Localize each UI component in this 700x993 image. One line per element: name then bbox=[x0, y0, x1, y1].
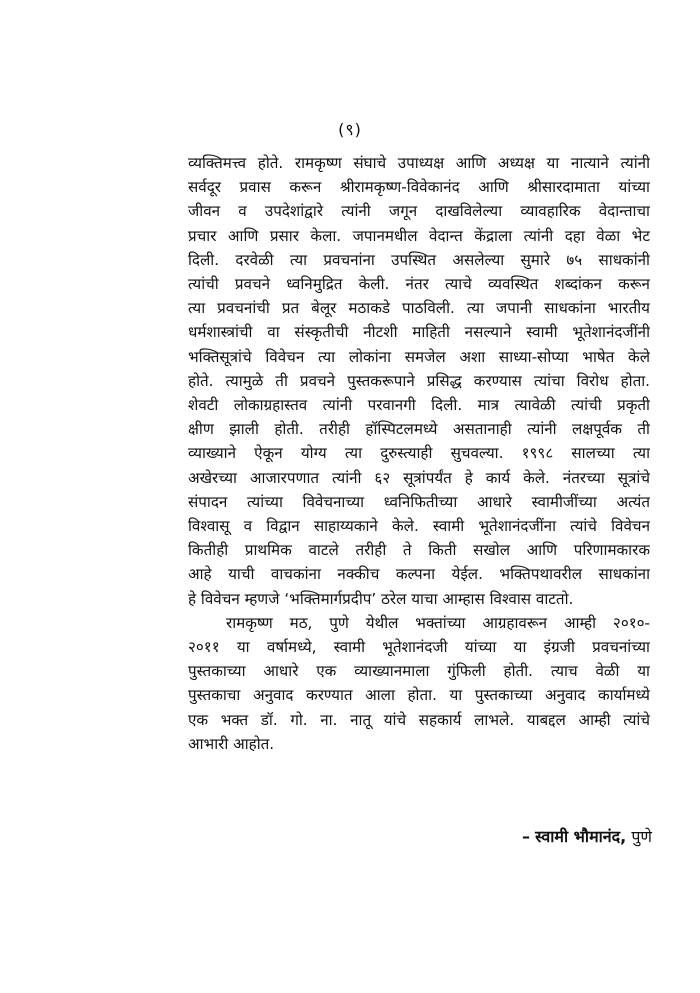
text-line: संपादन त्यांच्या विवेचनाच्या ध्वनिफितीच्या आधारे स्वामीजींच्या अत्यंत bbox=[188, 492, 650, 511]
text-line: दिली. दरवेळी त्या प्रवचनांना उपस्थित असलेल्या सुमारे ७५ साधकांनी bbox=[188, 250, 650, 269]
text-line: रामकृष्ण मठ, पुणे येथील भक्तांच्या आग्रहावरून आम्ही २०१०- bbox=[226, 613, 650, 632]
text-line: आभारी आहोत. bbox=[188, 734, 275, 753]
text-line: त्यांची प्रवचने ध्वनिमुद्रित केली. नंतर त्याचे व्यवस्थित शब्दांकन करून bbox=[188, 275, 650, 294]
text-line: एक भक्त डॉ. गो. ना. नातू यांचे सहकार्य लाभले. याबद्दल आम्ही त्यांचे bbox=[188, 710, 650, 729]
text-line: शेवटी लोकाग्रहास्तव त्यांनी परवानगी दिली. मात्र त्यावेळी त्यांची प्रकृती bbox=[188, 396, 650, 415]
text-line: जीवन व उपदेशांद्वारे त्यांनी जगून दाखविलेल्या व्यावहारिक वेदान्ताचा bbox=[188, 202, 650, 221]
text-line: व्यक्तिमत्त्व होते. रामकृष्ण संघाचे उपाध्यक्ष आणि अध्यक्ष या नात्याने त्यांनी bbox=[188, 154, 650, 172]
signature bbox=[522, 825, 652, 847]
text-line: होते. त्यामुळे ती प्रवचने पुस्तकरूपाने प्रसिद्ध करण्यास त्यांचा विरोध होता. bbox=[188, 371, 650, 390]
signature-dash: – bbox=[522, 827, 531, 846]
paragraph-1 bbox=[188, 151, 650, 611]
text-line: सर्वदूर प्रवास करून श्रीरामकृष्ण-विवेकानंद आणि श्रीसारदामाता यांच्या bbox=[188, 178, 650, 197]
text-line: भक्तिसूत्रांचे विवेचन त्या लोकांना समजेल अशा साध्या-सोप्या भाषेत केले bbox=[188, 347, 650, 366]
text-line: प्रचार आणि प्रसार केला. जपानमधील वेदान्त केंद्राला त्यांनी दहा वेळा भेट bbox=[188, 226, 650, 245]
text-line: व्याख्याने ऐकून योग्य त्या दुरुस्त्याही सुचवल्या. १९९८ सालच्या त्या bbox=[188, 444, 650, 463]
text-line: आहे याची वाचकांना नक्कीच कल्पना येईल. भक्तिपथावरील साधकांना bbox=[188, 565, 650, 584]
text-line: २०११ या वर्षामध्ये, स्वामी भूतेशानंदजी यांच्या या इंग्रजी प्रवचनांच्या bbox=[188, 638, 650, 657]
page-number: (९) bbox=[338, 120, 362, 139]
body-text bbox=[188, 151, 650, 756]
text-line: विश्वासू व विद्वान साहाय्यकाने केले. स्वामी भूतेशानंदजींना त्यांचे विवेचन bbox=[188, 517, 650, 536]
text-line: अखेरच्या आजारपणात त्यांनी ६२ सूत्रांपर्यंत हे कार्य केले. नंतरच्या सूत्रांचे bbox=[188, 468, 650, 487]
text-line: त्या प्रवचनांची प्रत बेलूर मठाकडे पाठविली. त्या जपानी साधकांना भारतीय bbox=[188, 299, 650, 318]
paragraph-2 bbox=[188, 611, 650, 756]
signature-name: स्वामी भौमानंद, bbox=[535, 827, 627, 846]
text-line: पुस्तकाच्या आधारे एक व्याख्यानमाला गुंफिली होती. त्याच वेळी या bbox=[188, 662, 650, 681]
text-line: क्षीण झाली होती. तरीही हॉस्पिटलमध्ये असतानाही त्यांनी लक्षपूर्वक ती bbox=[188, 420, 650, 439]
text-line: धर्मशास्त्रांची वा संस्कृतीची नीटशी माहिती नसल्याने स्वामी भूतेशानंदजींनी bbox=[188, 323, 650, 342]
text-line: पुस्तकाचा अनुवाद करण्यात आला होता. या पुस्तकाच्या अनुवाद कार्यामध्ये bbox=[188, 686, 650, 705]
signature-place: पुणे bbox=[631, 827, 652, 846]
text-line: कितीही प्राथमिक वाटले तरीही ते किती सखोल आणि परिणामकारक bbox=[188, 541, 650, 560]
text-line: हे विवेचन म्हणजे ‘भक्तिमार्गप्रदीप’ ठरेल याचा आम्हास विश्वास वाटतो. bbox=[188, 589, 574, 608]
